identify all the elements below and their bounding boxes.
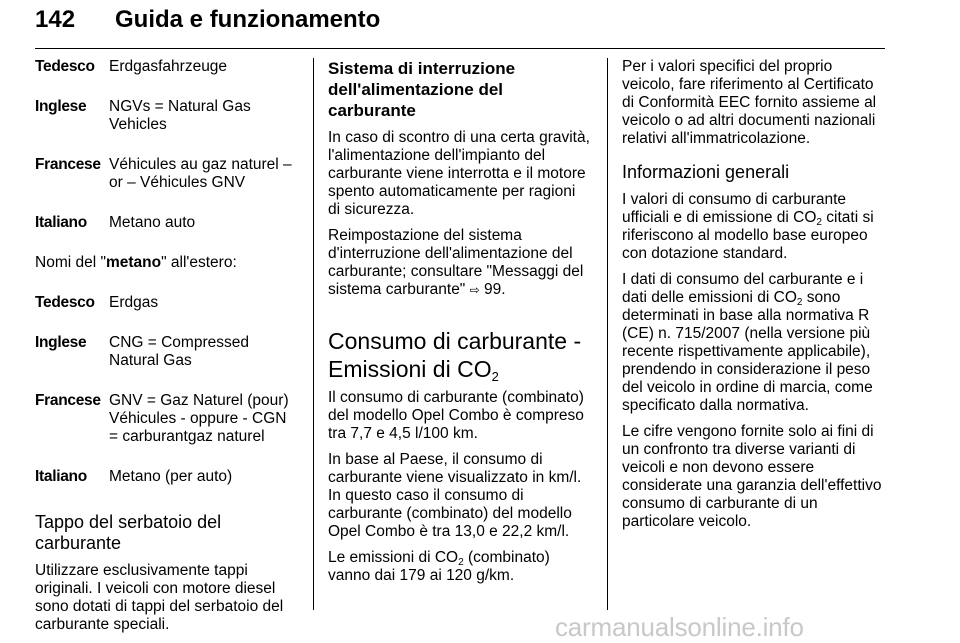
term-value: Erdgas: [109, 294, 159, 311]
fuel-cutoff-p1: In caso di scontro di una certa gravità, l'alimentazione dell'impianto del carburante viene interrotta e il motore spento automaticamente per ragioni di sicurezza.: [328, 129, 590, 218]
fuel-cutoff-p2: Reimpostazione del sistema d'interruzione dell'alimentazione del carburante; consultare "Messaggi del sistema carburante" ⇨ 99.: [328, 227, 584, 298]
consumption-p2: In base al Paese, il consumo di carburante viene visualizzato in km/l. In questo caso il consumo di carburante (combinato) del modello Opel Combo è tra 13,0 e 22,2 km/l.: [328, 451, 582, 540]
term-value: NGVs = Natural Gas Vehicles: [109, 98, 251, 133]
page-ref: 99.: [484, 281, 506, 298]
page-header: [35, 4, 885, 46]
column-divider-2: [607, 58, 608, 610]
term-value: CNG = Compressed Natural Gas: [109, 334, 249, 369]
term-value: Metano auto: [109, 214, 196, 231]
term-value: Erdgasfahrzeuge: [109, 58, 228, 75]
metano-names-list: [35, 294, 297, 486]
term-lang: Francese: [35, 156, 101, 173]
term-lang: Italiano: [35, 468, 87, 485]
term-row: [35, 58, 297, 76]
page-ref-icon: ⇨: [469, 283, 480, 297]
general-info-p1: I valori di consumo di carburante ufficiali e di emissione di $CO_2$ citati si riferiscono al modello base europeo con dotazione standard.: [622, 191, 874, 262]
consumption-p3: Le emissioni di $CO_2$ (combinato) vanno dai 179 ai 120 g/km.: [328, 549, 550, 584]
term-value: Véhicules au gaz naturel – or – Véhicules GNV: [109, 156, 292, 191]
chapter-title: Guida e funzionamento: [115, 6, 381, 33]
consumption-p1: Il consumo di carburante (combinato) del modello Opel Combo è compreso tra 7,7 e 4,5 l/100 km.: [328, 389, 584, 442]
term-value: Metano (per auto): [109, 468, 233, 485]
term-lang: Francese: [35, 392, 101, 409]
metano-intro: Nomi del "metano" all'estero:: [35, 254, 237, 271]
term-lang: Inglese: [35, 334, 87, 351]
column-divider-1: [313, 58, 314, 610]
tank-cap-heading: Tappo del serbatoio del carburante: [35, 512, 222, 553]
general-info-p2: I dati di consumo del carburante e i dati delle emissioni di $CO_2$ sono determinati in base alla normativa R (CE) n. 715/2007 (nella versione più recente rispettivamente applicabile), prendendo in considerazione il peso del veicolo in ordine di marcia, come specificato dalla normativa.: [622, 271, 873, 414]
page-number: 142: [35, 6, 76, 33]
term-lang: Tedesco: [35, 58, 95, 75]
term-row: [35, 294, 297, 312]
watermark: carmanualsonline.info: [555, 612, 804, 642]
term-row: [35, 214, 297, 232]
term-row: [35, 156, 297, 192]
column-1: [35, 58, 297, 634]
term-row: [35, 468, 297, 486]
fuel-cutoff-heading: Sistema di interruzione dell'alimentazione del carburante: [328, 59, 516, 120]
consumption-heading: Consumo di carburante - Emissioni di $CO_2$: [328, 328, 582, 384]
term-value: GNV = Gaz Naturel (pour) Véhicules - oppure - CGN = carburantgaz naturel: [109, 392, 289, 445]
column-3: [622, 58, 887, 531]
term-row: [35, 392, 297, 446]
general-info-heading: Informazioni generali: [622, 162, 790, 182]
column-2: [328, 58, 590, 585]
header-divider: [35, 48, 885, 49]
fuel-names-list: [35, 58, 297, 232]
general-info-p3: Le cifre vengono fornite solo ai fini di un confronto tra diverse varianti di veicoli e non devono essere considerate una garanzia dell'effettivo consumo di carburante di un particolare veicolo.: [622, 423, 882, 530]
specific-values-text: Per i valori specifici del proprio veicolo, fare riferimento al Certificato di Conformità EEC fornito assieme al veicolo o ad altri documenti nazionali relativi all'immatricolazione.: [622, 58, 877, 147]
term-lang: Tedesco: [35, 294, 95, 311]
term-row: [35, 98, 297, 134]
term-lang: Italiano: [35, 214, 87, 231]
term-row: [35, 334, 297, 370]
tank-cap-text: Utilizzare esclusivamente tappi originali. I veicoli con motore diesel sono dotati di tappi del serbatoio del carburante speciali.: [35, 562, 284, 633]
term-lang: Inglese: [35, 98, 87, 115]
